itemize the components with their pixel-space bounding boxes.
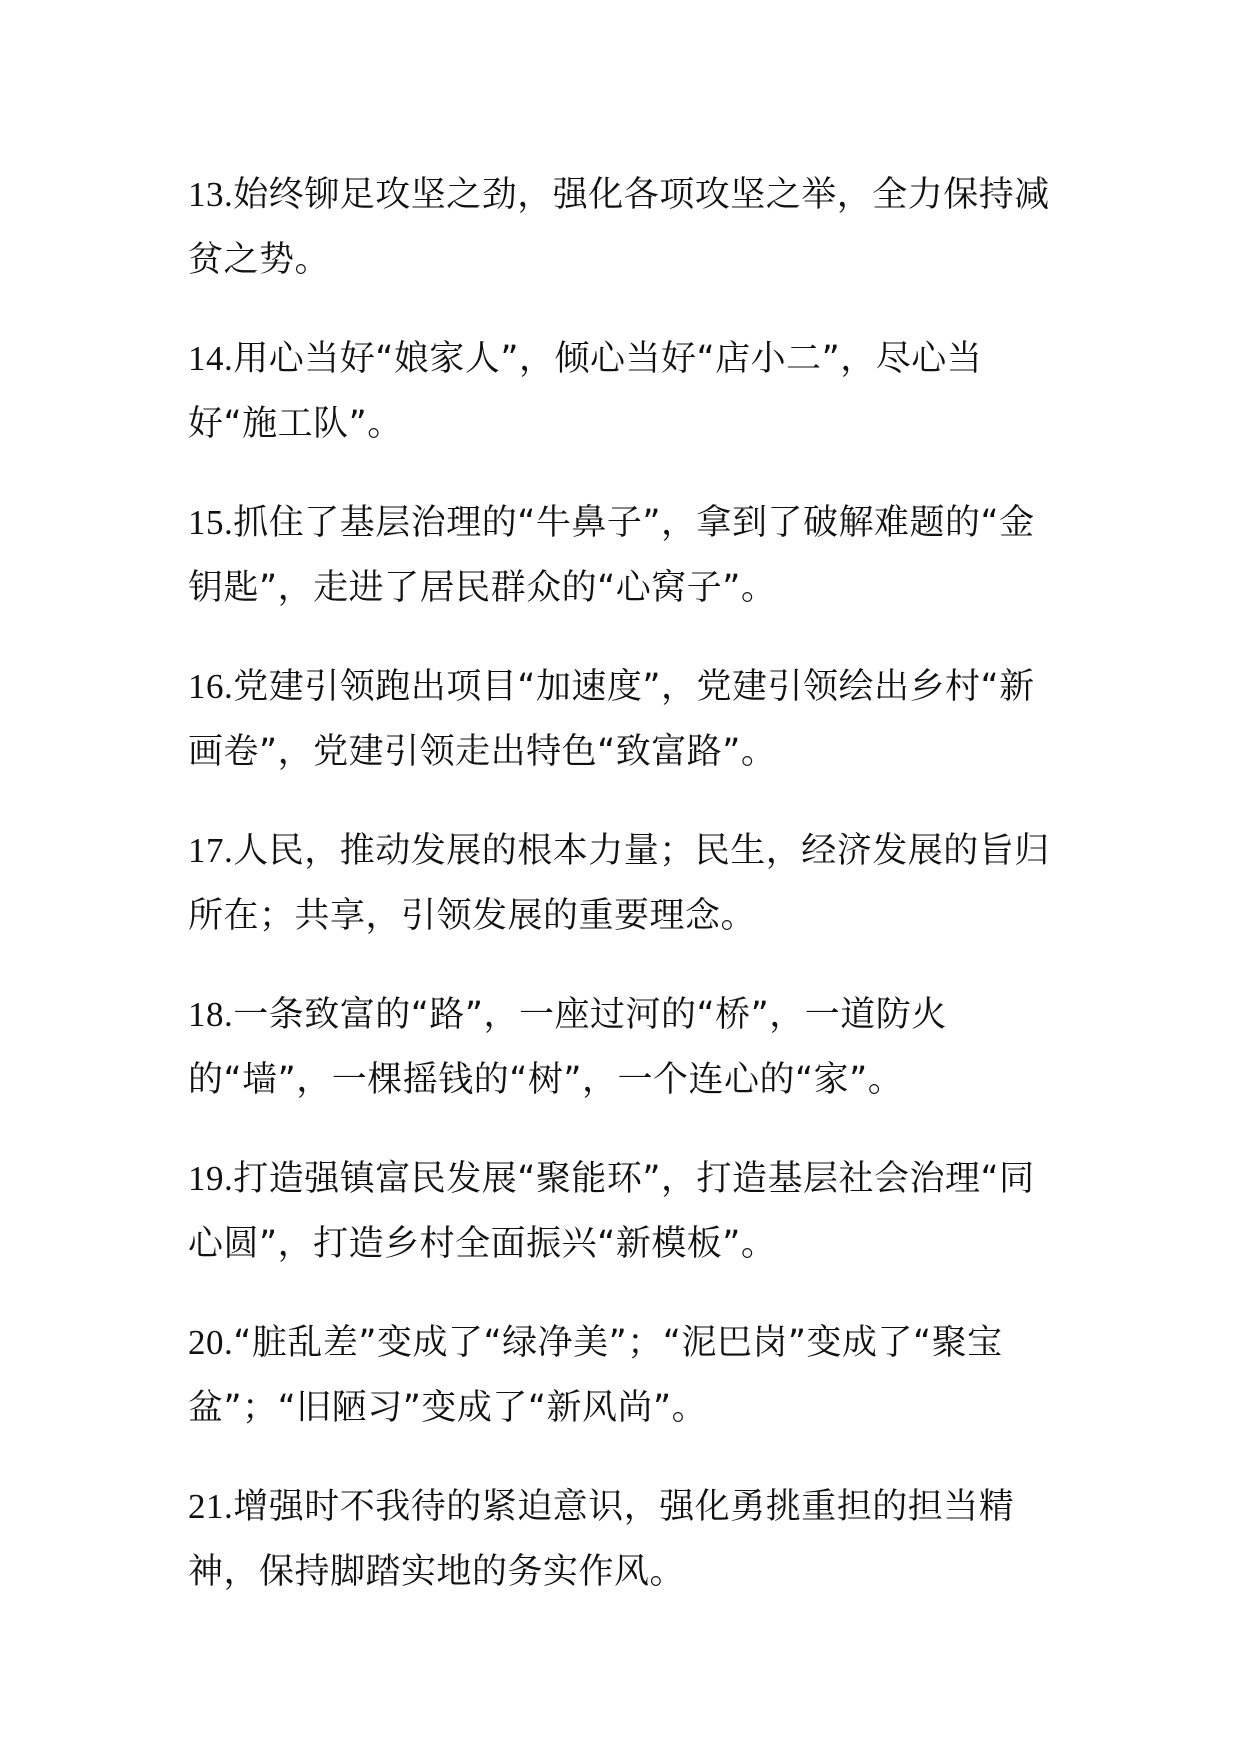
- item-text: 党建引领跑出项目“加速度”，党建引领绘出乡村“新画卷”，党建引领走出特色“致富路”。: [188, 667, 1035, 772]
- item-number: 19.: [188, 1159, 234, 1198]
- list-item: [188, 1310, 1058, 1441]
- item-text: 抓住了基层治理的“牛鼻子”，拿到了破解难题的“金钥匙”，走进了居民群众的“心窝子”。: [188, 503, 1035, 608]
- item-number: 21.: [188, 1487, 234, 1526]
- item-number: 16.: [188, 667, 234, 706]
- list-item: [188, 1474, 1058, 1605]
- item-number: 18.: [188, 995, 234, 1034]
- item-number: 17.: [188, 831, 234, 870]
- item-text: 一条致富的“路”，一座过河的“桥”，一道防火的“墙”，一棵摇钱的“树”，一个连心的“家”。: [188, 995, 947, 1100]
- item-number: 14.: [188, 339, 234, 378]
- list-item: [188, 654, 1058, 785]
- item-number: 20.: [188, 1323, 234, 1362]
- list-item: [188, 1146, 1058, 1277]
- item-number: 13.: [188, 175, 234, 214]
- item-text: 用心当好“娘家人”，倾心当好“店小二”，尽心当好“施工队”。: [188, 339, 983, 444]
- list-item: [188, 326, 1058, 457]
- item-number: 15.: [188, 503, 234, 542]
- item-text: 增强时不我待的紧迫意识，强化勇挑重担的担当精神，保持脚踏实地的务实作风。: [188, 1487, 1015, 1592]
- list-item: [188, 162, 1058, 293]
- numbered-list: [188, 162, 1058, 1638]
- item-text: “脏乱差”变成了“绿净美”；“泥巴岗”变成了“聚宝盆”；“旧陋习”变成了“新风尚”。: [188, 1323, 1003, 1428]
- item-text: 始终铆足攻坚之劲，强化各项攻坚之举，全力保持减贫之势。: [188, 175, 1050, 280]
- list-item: [188, 982, 1058, 1113]
- list-item: [188, 490, 1058, 621]
- list-item: [188, 818, 1058, 949]
- item-text: 人民，推动发展的根本力量；民生，经济发展的旨归所在；共享，引领发展的重要理念。: [188, 831, 1050, 936]
- item-text: 打造强镇富民发展“聚能环”，打造基层社会治理“同心圆”，打造乡村全面振兴“新模板”。: [188, 1159, 1035, 1264]
